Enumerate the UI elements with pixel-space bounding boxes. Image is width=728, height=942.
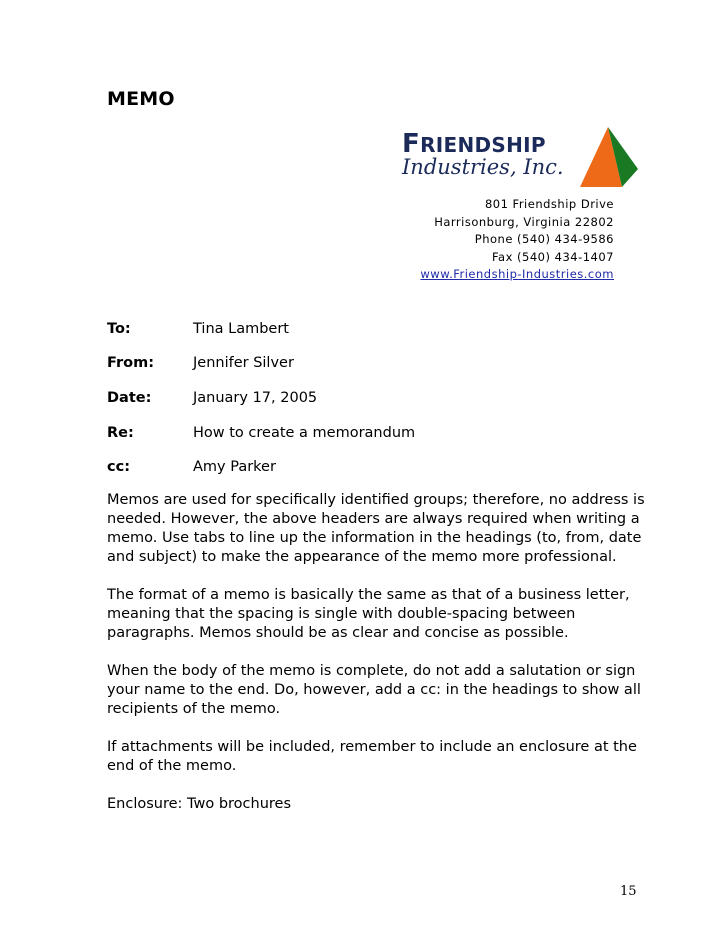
company-website-link[interactable]: www.Friendship-Industries.com	[420, 267, 614, 281]
address-fax: Fax (540) 434-1407	[491, 249, 614, 264]
logo-name-rest: RIENDSHIP	[420, 133, 546, 157]
memo-body	[107, 491, 652, 833]
header-label: To:	[107, 321, 131, 337]
body-paragraph: When the body of the memo is complete, do not add a salutation or sign your name to the end. Do, however, add a cc: in the headings to show all recipients of the memo.	[107, 663, 641, 717]
body-paragraph: If attachments will be included, remember to include an enclosure at the end of the memo.	[107, 739, 637, 774]
header-value: How to create a memorandum	[193, 425, 416, 441]
header-value: Jennifer Silver	[193, 355, 294, 371]
address-street: 801 Friendship Drive	[484, 197, 614, 211]
body-paragraph: The format of a memo is basically the same as that of a business letter, meaning that the spacing is single with double-spacing between paragraphs. Memos should be as clear and concise as possible.	[107, 587, 630, 641]
logo-subtitle: Industries, Inc.	[402, 155, 564, 179]
enclosure-line: Enclosure: Two brochures	[107, 796, 292, 812]
memo-title: MEMO	[107, 88, 175, 110]
header-label: Date:	[107, 390, 152, 406]
header-label: cc:	[107, 459, 130, 475]
header-label: From:	[107, 355, 154, 371]
header-value: January 17, 2005	[193, 390, 318, 406]
address-city: Harrisonburg, Virginia 22802	[434, 214, 614, 229]
header-label: Re:	[107, 425, 134, 441]
company-logo	[402, 125, 638, 191]
body-paragraph: Memos are used for specifically identified groups; therefore, no address is needed. However, the above headers are always required when writing a memo. Use tabs to line up the information in the headings (to, from, date and subject) to make the appearance of the memo more professional.	[107, 492, 645, 565]
company-address	[420, 196, 614, 284]
logo-initial: F	[402, 129, 421, 159]
page-number: 15	[620, 884, 637, 899]
pyramid-logo-icon	[578, 125, 640, 191]
address-phone: Phone (540) 434-9586	[474, 232, 614, 246]
header-value: Amy Parker	[193, 459, 276, 475]
header-value: Tina Lambert	[193, 321, 289, 337]
